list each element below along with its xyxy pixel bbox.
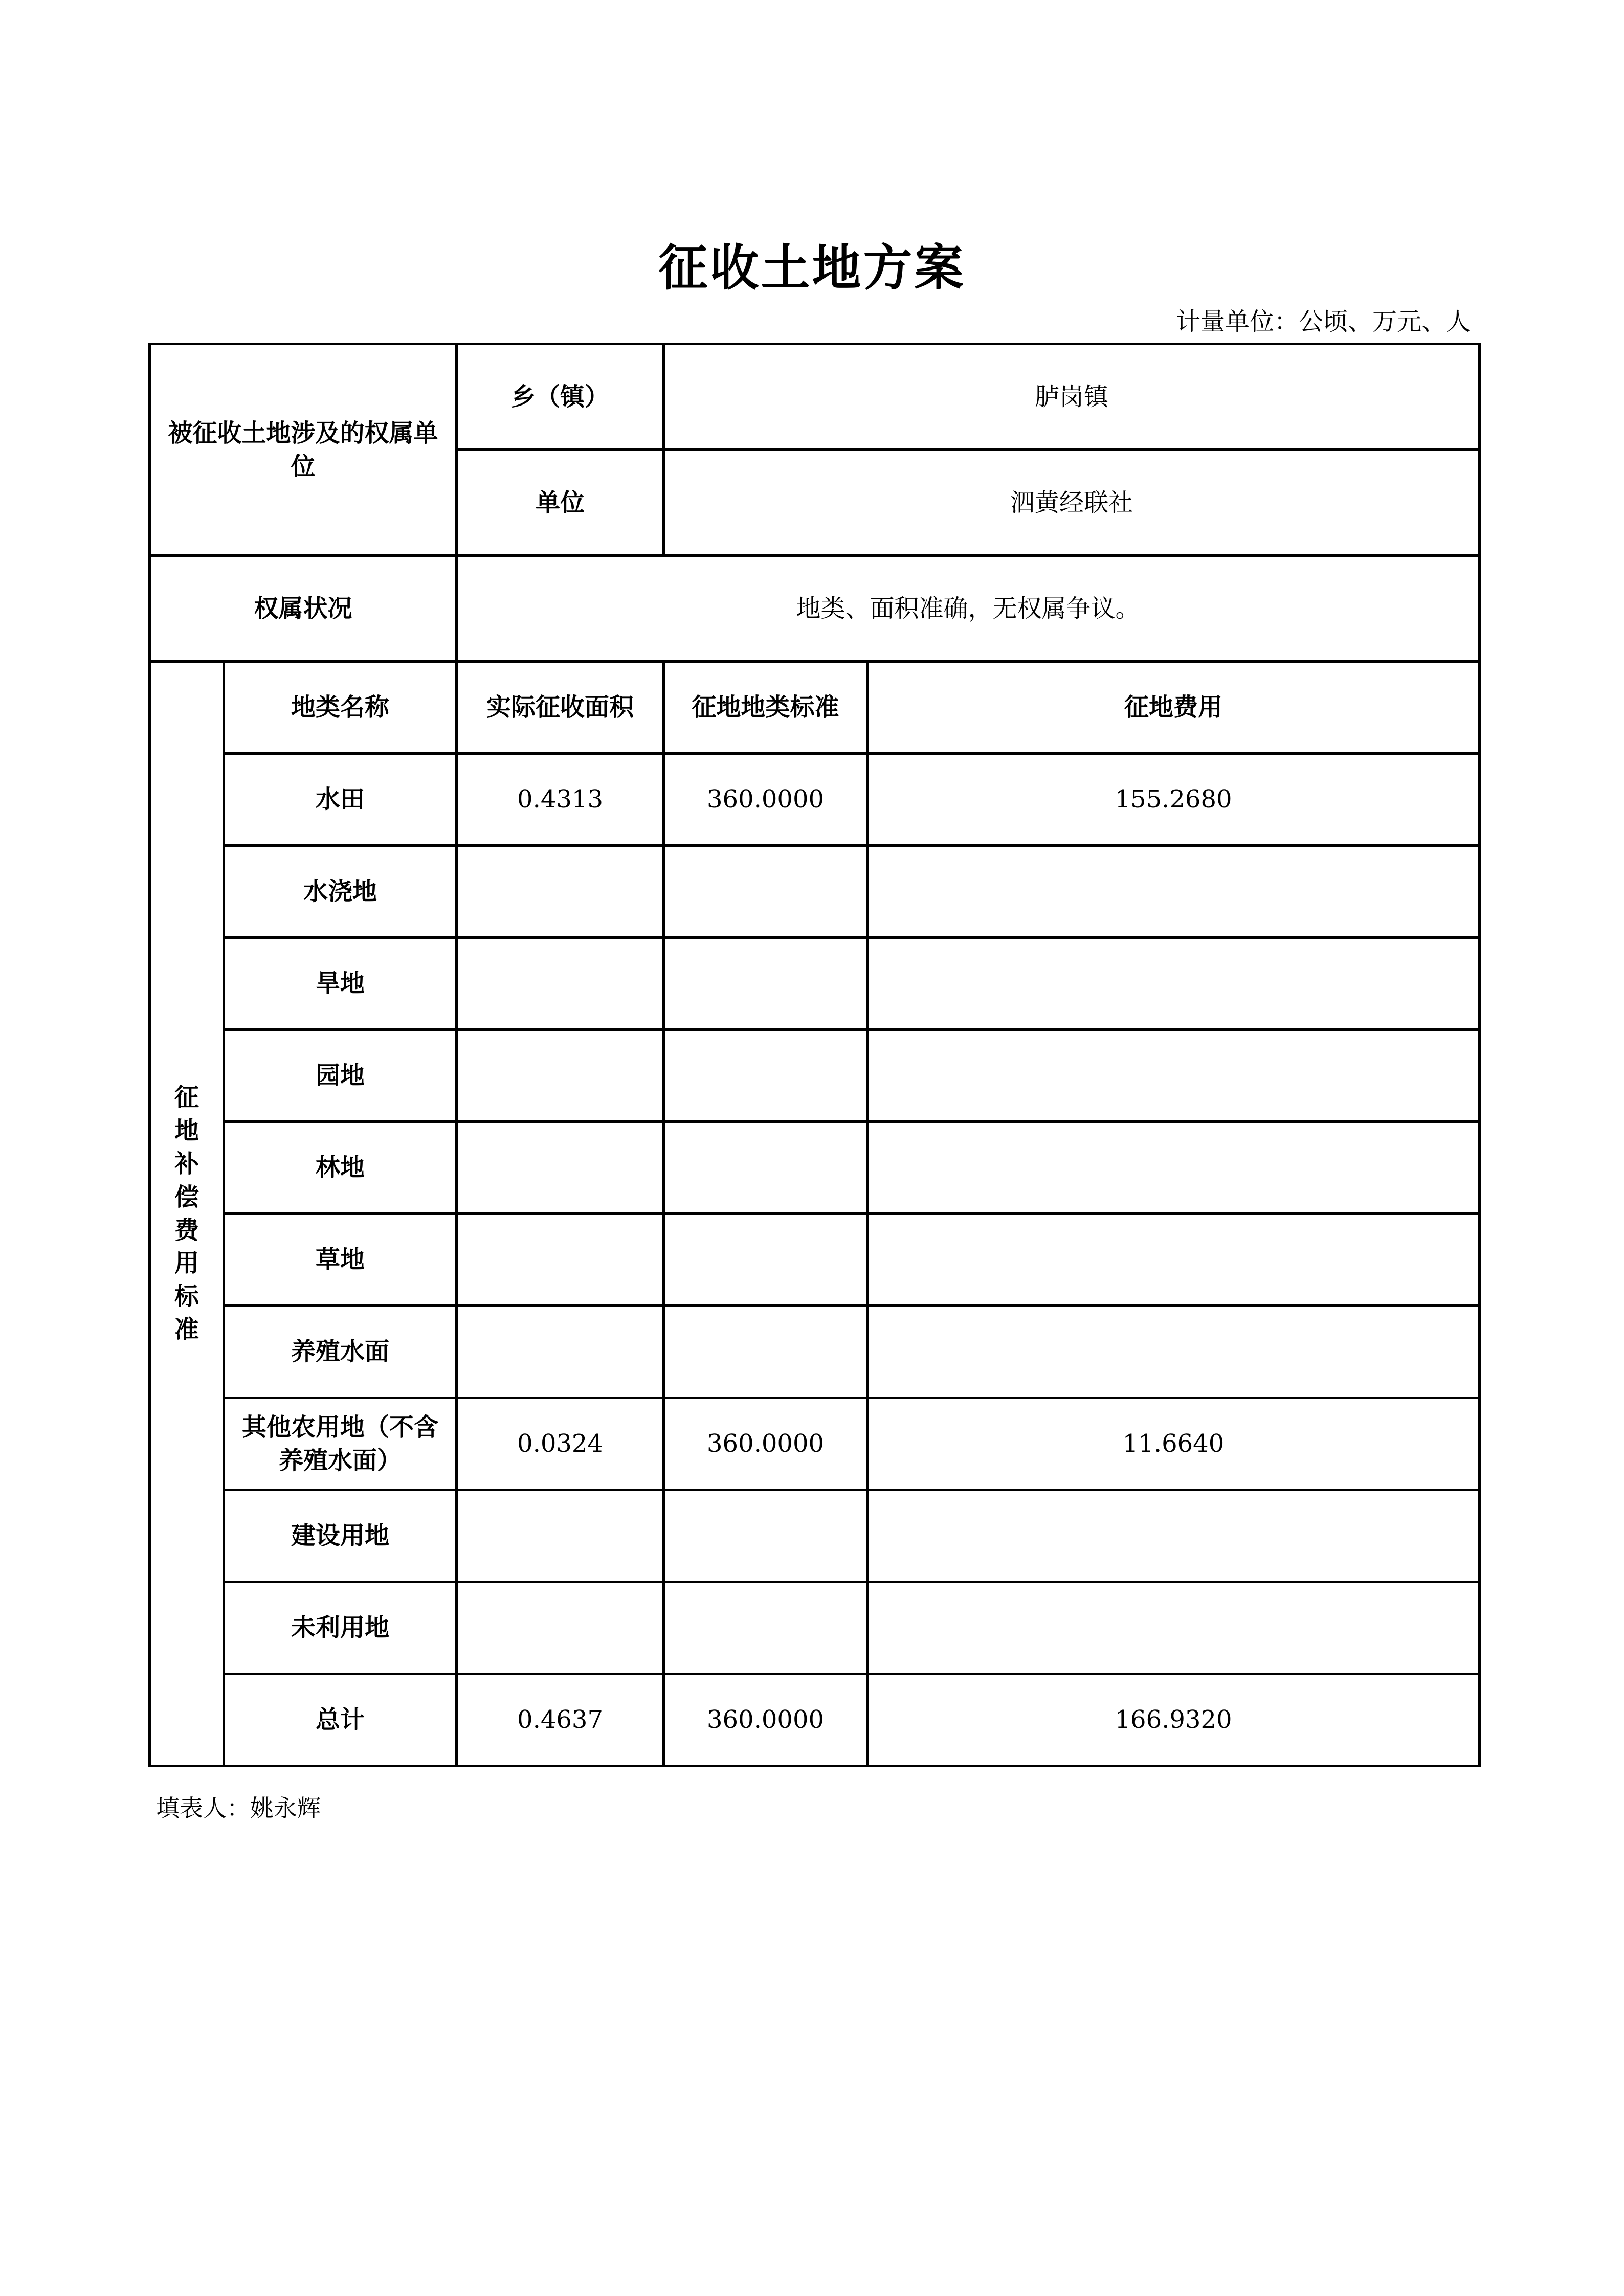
- table-row: [150, 1398, 1480, 1490]
- standard-value: [664, 1030, 867, 1122]
- land-type-name: 林地: [224, 1122, 457, 1214]
- status-value: 地类、面积准确，无权属争议。: [457, 556, 1480, 662]
- standard-value: [664, 1122, 867, 1214]
- fee-value: [867, 1306, 1480, 1398]
- table-row: [150, 1030, 1480, 1122]
- land-type-name: 草地: [224, 1214, 457, 1306]
- fee-value: [867, 1030, 1480, 1122]
- table-row-total: [150, 1674, 1480, 1766]
- land-type-name: 园地: [224, 1030, 457, 1122]
- table-row: [150, 1490, 1480, 1582]
- unit-label: 单位: [457, 450, 664, 556]
- land-type-name: 水浇地: [224, 846, 457, 938]
- document-title: 征收土地方案: [658, 239, 966, 297]
- unit-note: 计量单位：公顷、万元、人: [1175, 307, 1471, 336]
- land-type-name: 旱地: [224, 938, 457, 1030]
- table-row: [150, 754, 1480, 846]
- fee-value: [867, 1122, 1480, 1214]
- land-type-name: 水田: [224, 754, 457, 846]
- area-value: 0.4637: [457, 1674, 664, 1766]
- land-type-name: 未利用地: [224, 1582, 457, 1674]
- area-value: [457, 1306, 664, 1398]
- area-value: [457, 1030, 664, 1122]
- side-label-char: 准: [174, 1315, 199, 1344]
- standard-value: [664, 1306, 867, 1398]
- standard-value: 360.0000: [664, 754, 867, 846]
- fee-value: 155.2680: [867, 754, 1480, 846]
- side-label-char: 补: [174, 1149, 199, 1178]
- area-value: [457, 1490, 664, 1582]
- side-label-char: 费: [174, 1215, 199, 1245]
- area-value: [457, 938, 664, 1030]
- fee-value: 11.6640: [867, 1398, 1480, 1490]
- table-row: [150, 1306, 1480, 1398]
- standard-value: [664, 1214, 867, 1306]
- fee-value: [867, 1490, 1480, 1582]
- table-row: [150, 1214, 1480, 1306]
- land-type-name: 建设用地: [224, 1490, 457, 1582]
- fee-value: [867, 1582, 1480, 1674]
- header-fee: 征地费用: [867, 662, 1480, 754]
- standard-value: [664, 938, 867, 1030]
- table-row: [150, 846, 1480, 938]
- area-value: [457, 1122, 664, 1214]
- fee-value: [867, 1214, 1480, 1306]
- table-row: [150, 1122, 1480, 1214]
- town-label: 乡（镇）: [457, 344, 664, 450]
- header-standard: 征地地类标准: [664, 662, 867, 754]
- compensation-side-label: [150, 662, 224, 1766]
- area-value: 0.0324: [457, 1398, 664, 1490]
- standard-value: 360.0000: [664, 1398, 867, 1490]
- area-value: [457, 1582, 664, 1674]
- standard-value: 360.0000: [664, 1674, 867, 1766]
- fee-value: [867, 846, 1480, 938]
- area-value: [457, 846, 664, 938]
- land-type-name: 其他农用地（不含养殖水面）: [224, 1398, 457, 1490]
- expropriation-table: [148, 343, 1481, 1767]
- side-label-char: 地: [174, 1116, 199, 1145]
- header-area: 实际征收面积: [457, 662, 664, 754]
- land-type-name: 养殖水面: [224, 1306, 457, 1398]
- area-value: 0.4313: [457, 754, 664, 846]
- fee-value: 166.9320: [867, 1674, 1480, 1766]
- town-value: 胪岗镇: [664, 344, 1480, 450]
- side-label-char: 标: [174, 1282, 199, 1311]
- header-land-type: 地类名称: [224, 662, 457, 754]
- standard-value: [664, 1582, 867, 1674]
- land-type-name: 总计: [224, 1674, 457, 1766]
- standard-value: [664, 846, 867, 938]
- unit-value: 泗黄经联社: [664, 450, 1480, 556]
- table-row: [150, 1582, 1480, 1674]
- area-value: [457, 1214, 664, 1306]
- standard-value: [664, 1490, 867, 1582]
- status-label: 权属状况: [150, 556, 457, 662]
- side-label-char: 偿: [174, 1182, 199, 1211]
- filler-signature: 填表人：姚永辉: [156, 1794, 321, 1822]
- table-row: [150, 938, 1480, 1030]
- ownership-label: 被征收土地涉及的权属单位: [150, 344, 457, 556]
- side-label-char: 征: [174, 1083, 199, 1112]
- fee-value: [867, 938, 1480, 1030]
- side-label-char: 用: [174, 1249, 199, 1278]
